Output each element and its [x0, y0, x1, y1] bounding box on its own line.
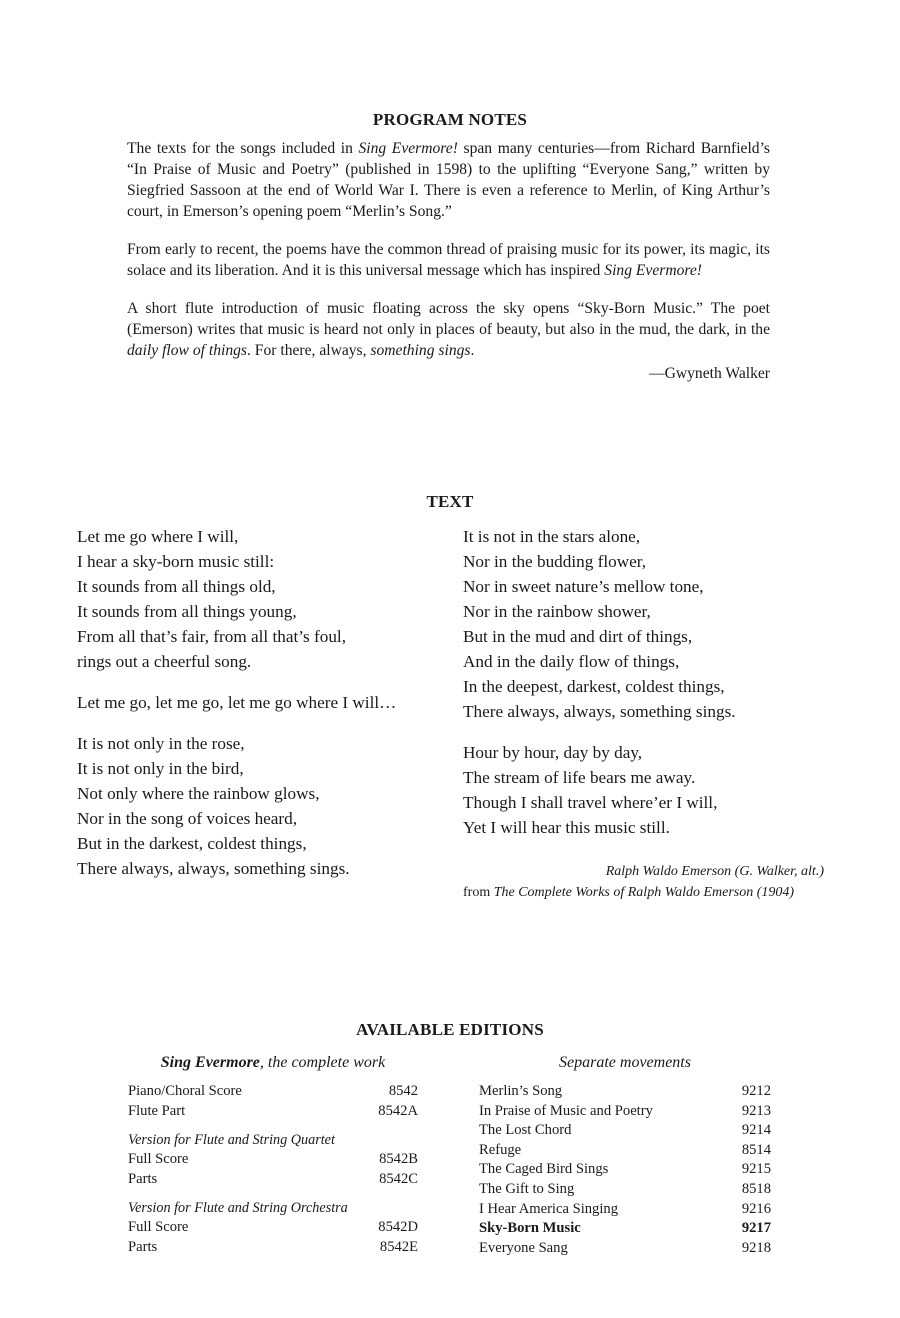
- poem-stanza: [77, 731, 447, 881]
- edition-title: Piano/Choral Score: [128, 1083, 242, 1099]
- editions-complete-work: [128, 1054, 418, 1258]
- poem-line: In the deepest, darkest, coldest things,: [463, 677, 725, 696]
- poem-line: Hour by hour, day by day,: [463, 743, 643, 762]
- poem-line: It sounds from all things young,: [77, 602, 297, 621]
- edition-row: [479, 1219, 771, 1239]
- edition-code: 8518: [741, 1180, 771, 1197]
- edition-title: I Hear America Singing: [479, 1200, 619, 1217]
- poem-line: rings out a cheerful song.: [77, 652, 252, 671]
- quartet-version-heading: Version for Flute and String Quartet: [128, 1132, 335, 1149]
- edition-code: 8514: [741, 1141, 771, 1158]
- editions-separate-movements: [479, 1054, 771, 1258]
- edition-code: 9216: [741, 1200, 771, 1217]
- edition-row: [128, 1082, 418, 1102]
- edition-row: [479, 1121, 771, 1141]
- poem-line: Yet I will hear this music still.: [463, 818, 670, 837]
- edition-code: 9213: [741, 1102, 771, 1119]
- edition-row: [128, 1150, 418, 1170]
- poem-line: And in the daily flow of things,: [463, 652, 680, 671]
- edition-title: The Gift to Sing: [479, 1180, 575, 1197]
- poem-stanza: [463, 524, 863, 724]
- edition-code: 9215: [741, 1161, 771, 1178]
- edition-code: 9217: [741, 1220, 771, 1237]
- edition-code: 9212: [741, 1083, 771, 1099]
- poem-line: Nor in the rainbow shower,: [463, 602, 651, 621]
- poem-line: It is not only in the bird,: [77, 759, 244, 778]
- poem-right-column: [463, 524, 863, 856]
- edition-title: The Caged Bird Sings: [479, 1161, 609, 1178]
- poem-line: Let me go where I will,: [77, 527, 239, 546]
- edition-row: [128, 1238, 418, 1258]
- edition-row: [479, 1141, 771, 1161]
- poem-line: But in the darkest, coldest things,: [77, 834, 307, 853]
- edition-row: [128, 1218, 418, 1238]
- separate-movements-heading: Separate movements: [559, 1054, 691, 1071]
- source-credit: from The Complete Works of Ralph Waldo Emerson (1904): [463, 885, 795, 900]
- edition-code: 8542E: [379, 1238, 418, 1255]
- poem-line: Let me go, let me go, let me go where I will…: [77, 693, 397, 712]
- edition-row: [479, 1239, 771, 1259]
- edition-title: Flute Part: [128, 1102, 186, 1119]
- edition-row: [128, 1102, 418, 1122]
- poem-line: Though I shall travel where’er I will,: [463, 793, 718, 812]
- poem-line: Not only where the rainbow glows,: [77, 784, 320, 803]
- edition-title: Sky-Born Music: [479, 1220, 581, 1237]
- poem-line: Nor in sweet nature’s mellow tone,: [463, 577, 704, 596]
- edition-row: [479, 1082, 771, 1102]
- poem-stanza: [77, 524, 447, 674]
- poem-attribution: [463, 861, 824, 903]
- edition-row: [479, 1102, 771, 1122]
- edition-row: [479, 1160, 771, 1180]
- edition-row: [479, 1180, 771, 1200]
- edition-row: [479, 1200, 771, 1220]
- edition-code: 9218: [741, 1239, 771, 1256]
- edition-code: 8542A: [378, 1102, 418, 1119]
- poem-stanza: [77, 690, 447, 715]
- notes-signature: —Gwyneth Walker: [648, 365, 770, 382]
- poem-stanza: [463, 740, 863, 840]
- edition-code: 8542C: [379, 1170, 418, 1187]
- poem-left-column: [77, 524, 447, 897]
- poem-line: Nor in the song of voices heard,: [77, 809, 298, 828]
- poem-line: The stream of life bears me away.: [463, 768, 696, 787]
- poem-line: Nor in the budding flower,: [463, 552, 647, 571]
- quartet-version-list: [128, 1150, 418, 1189]
- edition-title: Everyone Sang: [479, 1239, 568, 1256]
- edition-title: Merlin’s Song: [479, 1083, 563, 1099]
- poem-line: There always, always, something sings.: [463, 702, 736, 721]
- notes-paragraph-1: The texts for the songs included in Sing Evermore! span many centuries—from Richard Barnfield’s “In Praise of Music and Poetry” (published in 1598) to the uplifting “Everyone Sang,” written by Siegfried Sassoon at the end of World War I. There is even a reference to Merlin, of King Arthur’s court, in Emerson’s opening poem “Merlin’s Song.”: [127, 140, 770, 220]
- notes-paragraph-3: A short flute introduction of music floating across the sky opens “Sky-Born Music.” The poet (Emerson) writes that music is heard not only in places of beauty, but also in the mud, the dark, in the daily flow of things. For there, always, something sings.: [127, 300, 770, 359]
- poem-line: From all that’s fair, from all that’s foul,: [77, 627, 347, 646]
- program-notes-body: [127, 138, 770, 384]
- edition-code: 8542B: [379, 1151, 418, 1168]
- edition-title: Full Score: [128, 1219, 189, 1236]
- poem-line: There always, always, something sings.: [77, 859, 350, 878]
- edition-title: Refuge: [479, 1141, 522, 1158]
- edition-title: In Praise of Music and Poetry: [479, 1102, 653, 1119]
- poem-line: I hear a sky-born music still:: [77, 552, 275, 571]
- poem-line: It is not only in the rose,: [77, 734, 245, 753]
- notes-paragraph-2: From early to recent, the poems have the common thread of praising music for its power, its magic, its solace and its liberation. And it is this universal message which has inspired Sing Evermore!: [127, 241, 770, 279]
- orchestra-version-heading: Version for Flute and String Orchestra: [128, 1200, 348, 1217]
- complete-work-list: [128, 1082, 418, 1121]
- edition-title: The Lost Chord: [479, 1122, 572, 1139]
- poem-line: But in the mud and dirt of things,: [463, 627, 693, 646]
- complete-work-heading: Sing Evermore, the complete work: [160, 1054, 386, 1071]
- author-credit: Ralph Waldo Emerson (G. Walker, alt.): [605, 864, 824, 879]
- text-heading: TEXT: [426, 492, 474, 511]
- edition-title: Full Score: [128, 1151, 189, 1168]
- editions-heading: AVAILABLE EDITIONS: [356, 1020, 544, 1039]
- edition-code: 8542D: [378, 1219, 418, 1236]
- edition-row: [128, 1170, 418, 1190]
- separate-movements-list: [479, 1082, 771, 1258]
- edition-code: 9214: [741, 1122, 771, 1139]
- edition-code: 8542: [388, 1083, 418, 1099]
- poem-line: It sounds from all things old,: [77, 577, 276, 596]
- edition-title: Parts: [128, 1238, 158, 1255]
- program-notes-heading: PROGRAM NOTES: [372, 110, 528, 129]
- orchestra-version-list: [128, 1218, 418, 1257]
- poem-line: It is not in the stars alone,: [463, 527, 641, 546]
- edition-title: Parts: [128, 1170, 158, 1187]
